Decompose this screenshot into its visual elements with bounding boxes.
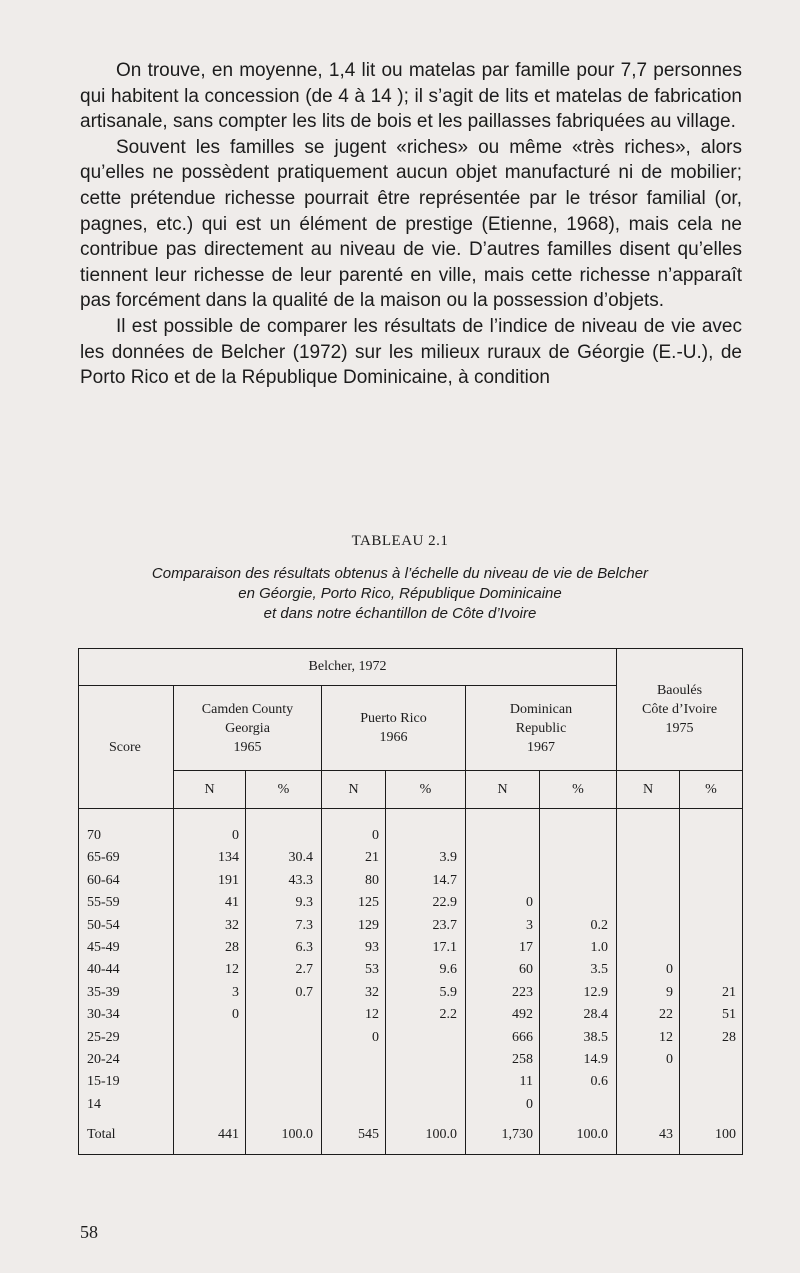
table-cell [386,1071,457,1093]
table-cell [386,1049,457,1071]
paragraph: Souvent les familles se jugent «riches» ou même «très riches», alors qu’elles ne possèdent pratiquement aucun objet manufacturé ni de mobilier; cette prétendue richesse pourrait être représentée par le trésor familial (or, pagnes, etc.) qui est un élément de prestige (Etienne, 1968), mais cela ne contribue pas directement au niveau de vie. D’autres familles disent qu’elles tiennent leur richesse de leur parenté en ville, mais cette richesse n’apparaît pas forcément dans la qualité de la maison ou la possession d’objets. [80,136,742,312]
total-cell: 1,730 [501,1127,533,1143]
camden-percent-column [246,809,322,1155]
puerto-rico-percent-column [386,809,466,1155]
total-cell: 100.0 [576,1127,609,1143]
table-cell: 0.6 [590,1074,609,1090]
table-cell [466,847,533,869]
table-cell: 6.3 [295,939,313,955]
table-cell: 3 [232,984,239,1000]
table-cell: 12 [365,1007,379,1023]
table-cell: 23.7 [432,917,457,933]
table-cell: 28 [225,939,239,955]
table-cell [680,870,736,892]
score-value: 14 [87,1096,101,1112]
table-cell [322,1094,379,1116]
table-cell: 43.3 [288,872,313,888]
table-cell: 1.0 [590,939,609,955]
table-cell [386,825,457,847]
total-cell: 100.0 [281,1127,313,1143]
table-cell: 0 [666,1051,674,1067]
table-cell: 17 [519,939,533,955]
total-label: Total [87,1127,116,1143]
percent-header: % [680,771,743,809]
table-cell [540,1094,608,1116]
table-cell: 0.2 [590,917,609,933]
total-cell: 441 [218,1127,239,1143]
table-cell: 0 [666,962,674,978]
table-cell [466,825,533,847]
region-header-line: Dominican [509,701,573,717]
score-value: 40-44 [87,962,120,978]
table-label: TABLEAU 2.1 [351,533,449,549]
table-cell: 12 [659,1029,674,1045]
table-cell: 223 [512,984,533,1000]
table-cell: 3.9 [439,850,457,866]
table-cell: 28.4 [583,1007,609,1023]
score-value: 45-49 [87,939,120,955]
region-header-line: Camden County [201,701,294,717]
score-value: 25-29 [87,1029,120,1045]
table-cell [466,870,533,892]
table-cell [246,1049,313,1071]
dominican-n-column [466,809,540,1155]
table-cell: 129 [358,917,379,933]
table-cell [322,1071,379,1093]
baoules-percent-column [680,809,743,1155]
percent-header: % [386,771,466,809]
table-cell [680,825,736,847]
baoules-header-line: Baoulés [656,683,703,698]
puerto-rico-n-column [322,809,386,1155]
region-header-line: 1966 [379,730,408,745]
table-cell: 14.9 [583,1051,609,1067]
score-value: 55-59 [87,895,120,911]
score-header: Score [79,686,174,809]
table-cell [617,892,673,914]
table-cell: 12 [225,962,239,978]
baoules-header-line: 1975 [665,721,694,736]
region-header-line: 1965 [233,739,262,755]
table-cell [617,937,673,959]
table-cell [680,937,736,959]
baoules-header-line: Côte d’Ivoire [642,702,718,717]
table-cell [246,825,313,847]
table-cell: 30.4 [288,850,313,866]
table-cell: 12.9 [583,984,609,1000]
table-cell [246,1094,313,1116]
table-cell: 9 [666,984,674,1000]
table-cell: 7.3 [295,917,313,933]
puerto-rico-header [322,686,466,771]
table-cell: 17.1 [432,939,457,955]
score-value: 35-39 [87,984,120,1000]
table-cell: 11 [519,1074,533,1090]
table-body-row [79,809,743,1155]
table-cell: 93 [365,939,379,955]
table-cell [174,1071,239,1093]
paragraph: On trouve, en moyenne, 1,4 lit ou matelas par famille pour 7,7 personnes qui habitent la concession (de 4 à 14 ); il s’agit de lits et matelas de fabrication artisanale, sans compter les lits de bois et les paillasses fabriquées au village. [80,60,742,133]
table-cell: 0 [232,1007,239,1023]
n-header: N [617,771,680,809]
baoules-header [617,649,743,771]
table-cell: 666 [512,1029,533,1045]
table-cell: 125 [358,895,379,911]
table-cell [617,870,673,892]
table-cell: 3 [526,917,533,933]
table-cell [617,1094,673,1116]
comparison-table [78,648,743,1155]
table-caption [60,564,740,624]
score-value: 70 [87,828,101,843]
table-cell: 258 [512,1051,533,1067]
percent-header: % [246,771,322,809]
table-cell: 80 [365,872,379,888]
score-value: 20-24 [87,1051,120,1067]
table-cell: 0.7 [295,984,313,1000]
table-cell [386,1027,457,1049]
camden-county-header [174,686,322,771]
table-cell: 38.5 [583,1029,609,1045]
table-cell: 14.7 [432,872,457,888]
score-value: 65-69 [87,850,120,866]
table-cell: 9.3 [295,895,313,911]
belcher-group-header: Belcher, 1972 [79,649,617,686]
table-cell: 51 [722,1007,737,1023]
table-cell: 0 [232,828,239,843]
table-cell: 3.5 [590,962,609,978]
caption-line: Comparaison des résultats obtenus à l’échelle du niveau de vie de Belcher [151,565,649,582]
table-cell [540,847,608,869]
total-cell: 545 [358,1127,379,1143]
table-cell: 9.6 [439,962,457,978]
baoules-n-column [617,809,680,1155]
region-header-line: Puerto Rico [360,711,427,726]
camden-n-column [174,809,246,1155]
table-cell [174,1094,239,1116]
table-cell [680,915,736,937]
table-cell [617,915,673,937]
table-cell [680,847,736,869]
table-cell: 0 [526,895,533,911]
table-cell [246,1027,313,1049]
score-value: 60-64 [87,872,120,888]
table-cell: 191 [218,872,239,888]
table-cell: 53 [365,962,379,978]
table-cell: 32 [225,917,239,933]
table-cell [246,1004,313,1026]
table-cell: 0 [372,828,379,843]
table-cell [174,1049,239,1071]
table-cell: 2.2 [439,1007,457,1023]
total-cell: 100 [715,1127,737,1143]
table-cell [680,892,736,914]
total-cell: 43 [659,1127,674,1143]
table-cell [617,1071,673,1093]
table-cell: 5.9 [439,984,457,1000]
body-text [80,58,742,391]
table-cell: 134 [218,850,239,866]
table-cell: 60 [519,962,533,978]
dominican-percent-column [540,809,617,1155]
total-cell: 100.0 [425,1127,457,1143]
table-cell: 492 [512,1007,533,1023]
table-cell: 41 [225,895,239,911]
table-cell [680,959,736,981]
percent-header: % [540,771,617,809]
score-value: 15-19 [87,1074,120,1090]
table-cell [680,1094,736,1116]
region-header-line: Republic [515,720,567,736]
page-number: 58 [80,1222,98,1242]
table-cell: 22.9 [432,895,457,911]
score-value: 30-34 [87,1007,120,1023]
table-cell: 28 [722,1029,737,1045]
table-cell: 32 [365,984,379,1000]
region-header-line: Georgia [225,720,270,736]
table-cell: 2.7 [295,962,313,978]
dominican-republic-header [466,686,617,771]
n-header: N [466,771,540,809]
table-cell: 21 [365,850,379,866]
caption-line: et dans notre échantillon de Côte d’Ivoire [263,605,537,622]
table-cell [386,1094,457,1116]
table-cell [680,1049,736,1071]
score-column [79,809,174,1155]
table-cell: 21 [722,984,737,1000]
paragraph: Il est possible de comparer les résultats de l’indice de niveau de vie avec les données de Belcher (1972) sur les milieux ruraux de Géorgie (E.-U.), de Porto Rico et de la République Dominicaine, à condition [80,315,742,389]
caption-line: en Géorgie, Porto Rico, République Dominicaine [238,585,562,602]
score-value: 50-54 [87,917,120,933]
region-header-line: 1967 [527,739,555,755]
table-cell: 0 [372,1029,379,1045]
table-cell: 22 [659,1007,674,1023]
table-cell [540,870,608,892]
n-header: N [174,771,246,809]
table-cell [540,892,608,914]
table-cell [680,1071,736,1093]
table-cell: 0 [526,1096,533,1112]
table-cell [617,847,673,869]
table-cell [174,1027,239,1049]
table-cell [322,1049,379,1071]
table-cell [246,1071,313,1093]
n-header: N [322,771,386,809]
table-cell [540,825,608,847]
table-cell [617,825,673,847]
